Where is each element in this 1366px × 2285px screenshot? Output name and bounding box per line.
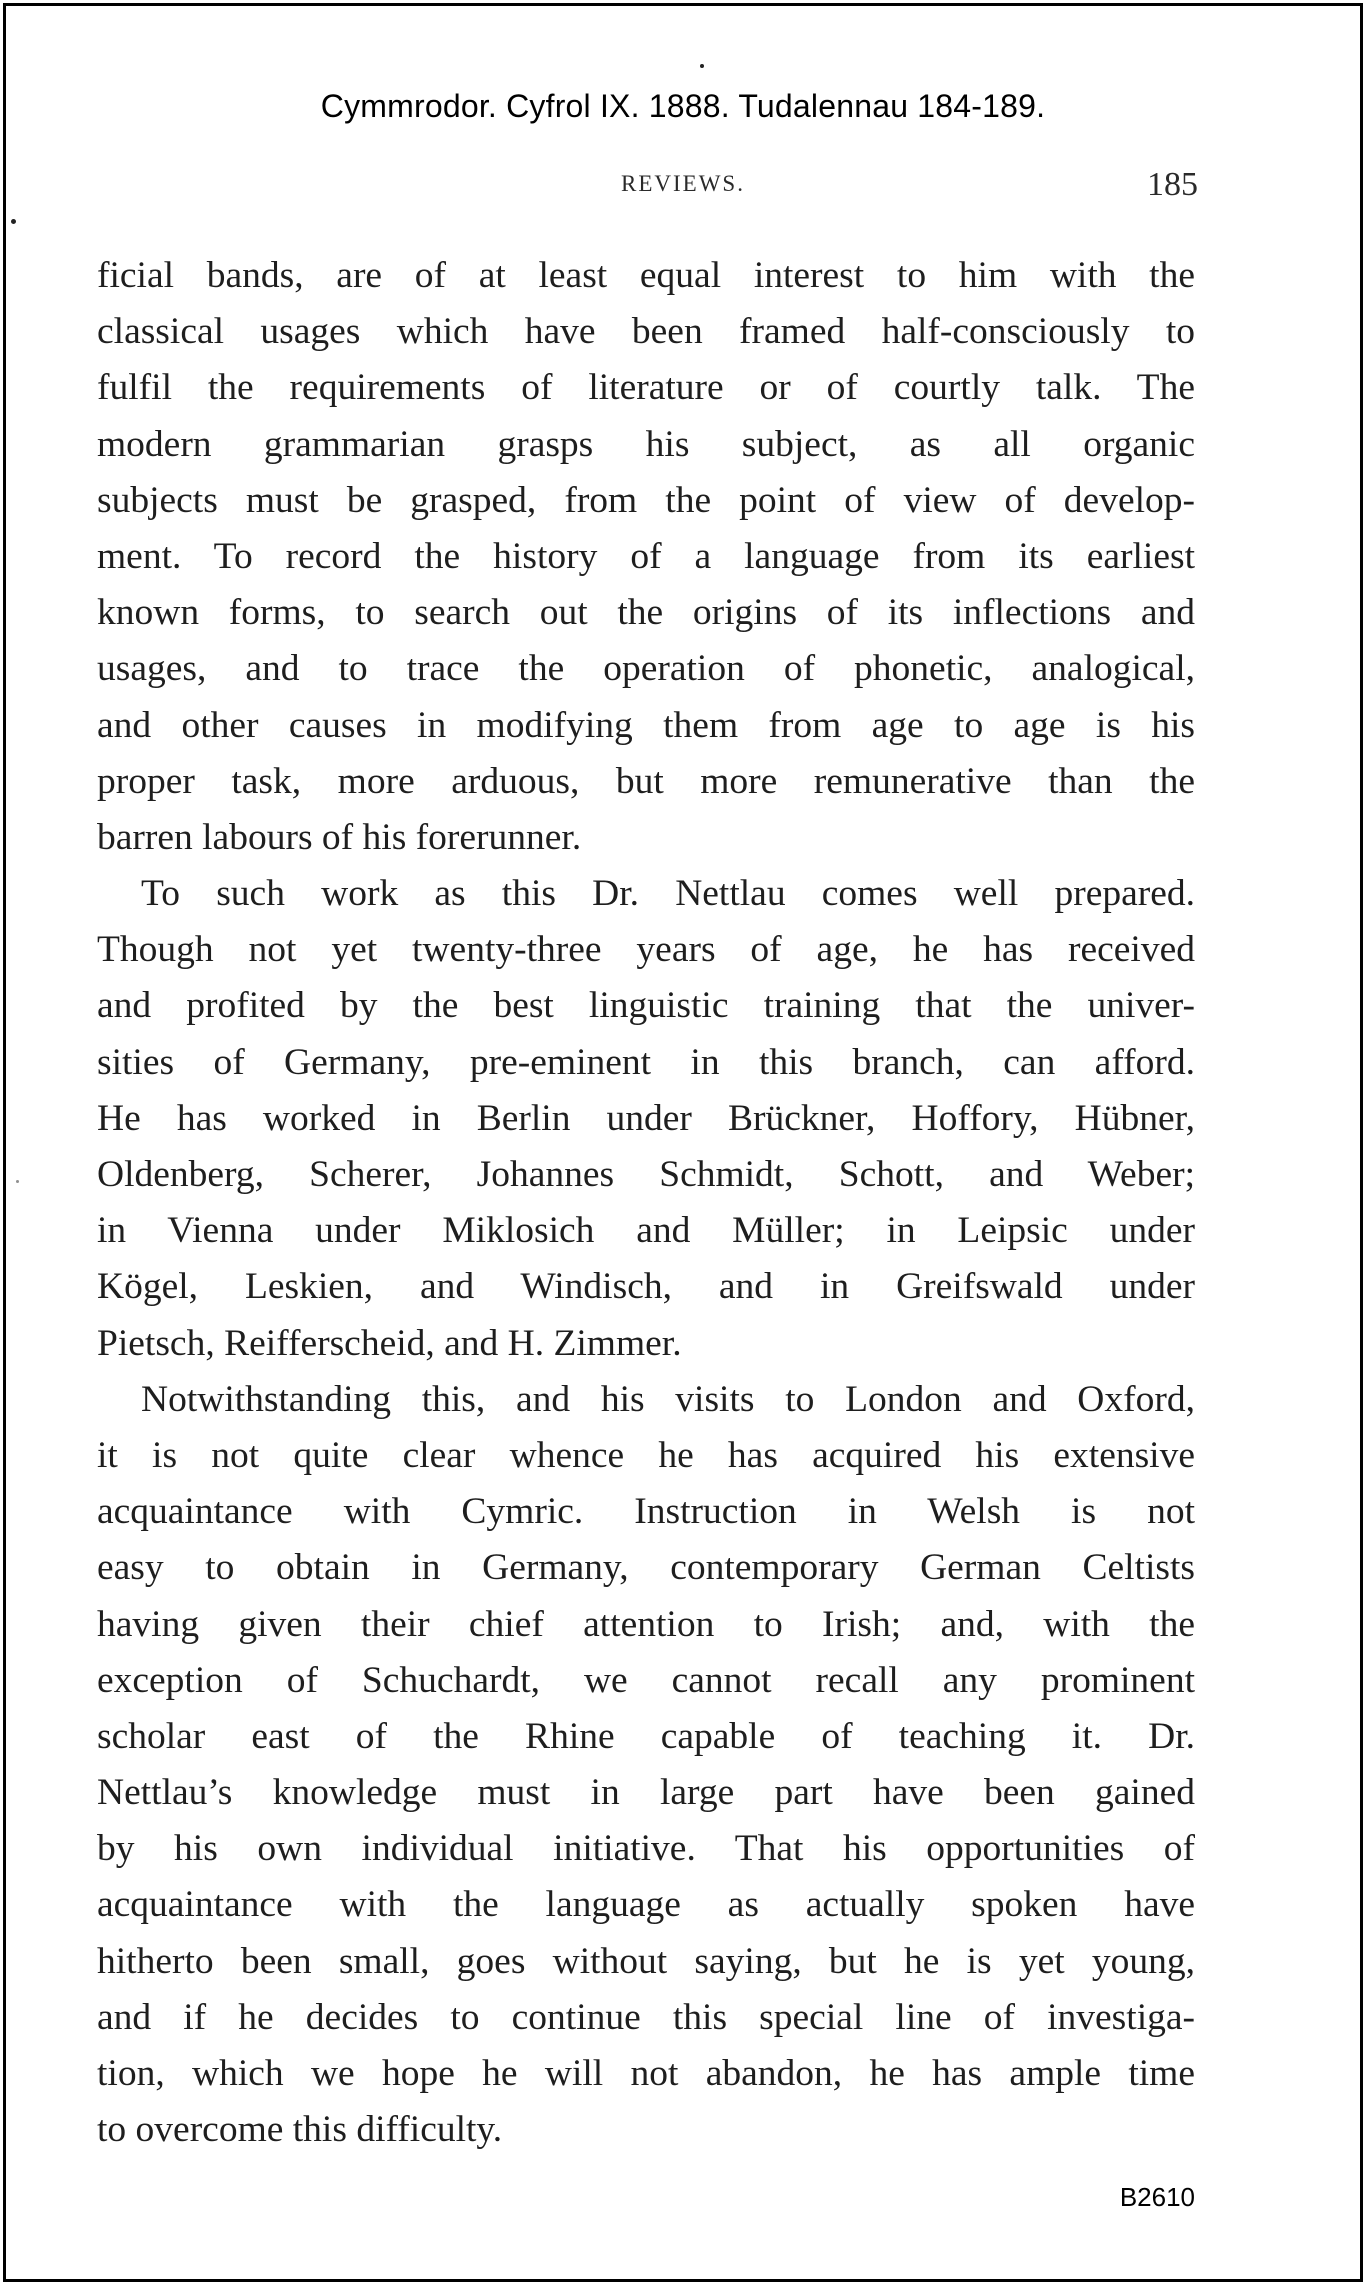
- text-line: classical usages which have been framed half-consciously to: [97, 311, 1195, 353]
- reference-code: B2610: [1119, 2182, 1195, 2212]
- text-line: exception of Schuchardt, we cannot recall any prominent: [97, 1659, 1195, 1701]
- paragraph: [97, 248, 1195, 866]
- text-line: proper task, more arduous, but more remunerative than the: [97, 760, 1195, 802]
- text-line: scholar east of the Rhine capable of teaching it. Dr.: [97, 1715, 1195, 1757]
- text-line: to overcome this difficulty.: [97, 2109, 503, 2151]
- text-line: by his own individual initiative. That his opportunities of: [97, 1828, 1195, 1870]
- scan-speck: [11, 219, 16, 224]
- archive-caption: Cymmrodor. Cyfrol IX. 1888. Tudalennau 184-189.: [320, 88, 1046, 124]
- text-line: and profited by the best linguistic training that the univer-: [97, 985, 1195, 1027]
- text-line: subjects must be grasped, from the point of view of develop-: [97, 479, 1195, 521]
- text-line: Kögel, Leskien, and Windisch, and in Greifswald under: [97, 1266, 1195, 1308]
- text-line: hitherto been small, goes without saying, but he is yet young,: [97, 1940, 1195, 1982]
- text-line: acquaintance with the language as actually spoken have: [97, 1884, 1195, 1926]
- text-line: Though not yet twenty-three years of age, he has received: [97, 929, 1195, 971]
- text-line: easy to obtain in Germany, contemporary German Celtists: [97, 1547, 1195, 1589]
- running-head: REVIEWS.: [621, 171, 745, 196]
- text-line: in Vienna under Miklosich and Müller; in Leipsic under: [97, 1210, 1195, 1252]
- text-line: sities of Germany, pre-eminent in this branch, can afford.: [97, 1041, 1195, 1083]
- text-line: He has worked in Berlin under Brückner, Hoffory, Hübner,: [97, 1097, 1195, 1139]
- text-line: Pietsch, Reifferscheid, and H. Zimmer.: [97, 1322, 682, 1364]
- text-line: and other causes in modifying them from age to age is his: [97, 704, 1195, 746]
- text-line: To such work as this Dr. Nettlau comes well prepared.: [141, 873, 1195, 915]
- text-line: Nettlau’s knowledge must in large part have been gained: [97, 1772, 1195, 1814]
- scan-speck: [16, 1180, 19, 1183]
- text-line: Oldenberg, Scherer, Johannes Schmidt, Schott, and Weber;: [97, 1154, 1195, 1195]
- text-line: barren labours of his forerunner.: [97, 816, 582, 858]
- text-line: fulfil the requirements of literature or of courtly talk. The: [97, 367, 1195, 409]
- text-line: modern grammarian grasps his subject, as all organic: [97, 423, 1195, 465]
- text-line: it is not quite clear whence he has acquired his extensive: [97, 1434, 1195, 1476]
- text-line: acquaintance with Cymric. Instruction in Welsh is not: [97, 1491, 1195, 1533]
- text-line: known forms, to search out the origins of its inflections and: [97, 592, 1195, 634]
- page-number: 185: [1147, 166, 1198, 203]
- text-line: ficial bands, are of at least equal interest to him with the: [97, 255, 1195, 296]
- text-line: having given their chief attention to Irish; and, with the: [97, 1603, 1195, 1645]
- paragraph: [97, 1372, 1195, 2159]
- text-line: tion, which we hope he will not abandon, he has ample time: [97, 2053, 1195, 2094]
- scan-speck: [700, 64, 704, 68]
- text-line: usages, and to trace the operation of phonetic, analogical,: [97, 648, 1195, 690]
- article-body: [97, 248, 1195, 2158]
- text-line: and if he decides to continue this special line of investiga-: [97, 1996, 1195, 2038]
- text-line: Notwithstanding this, and his visits to London and Oxford,: [141, 1378, 1195, 1420]
- text-line: ment. To record the history of a language from its earliest: [97, 535, 1195, 577]
- paragraph: [97, 866, 1195, 1372]
